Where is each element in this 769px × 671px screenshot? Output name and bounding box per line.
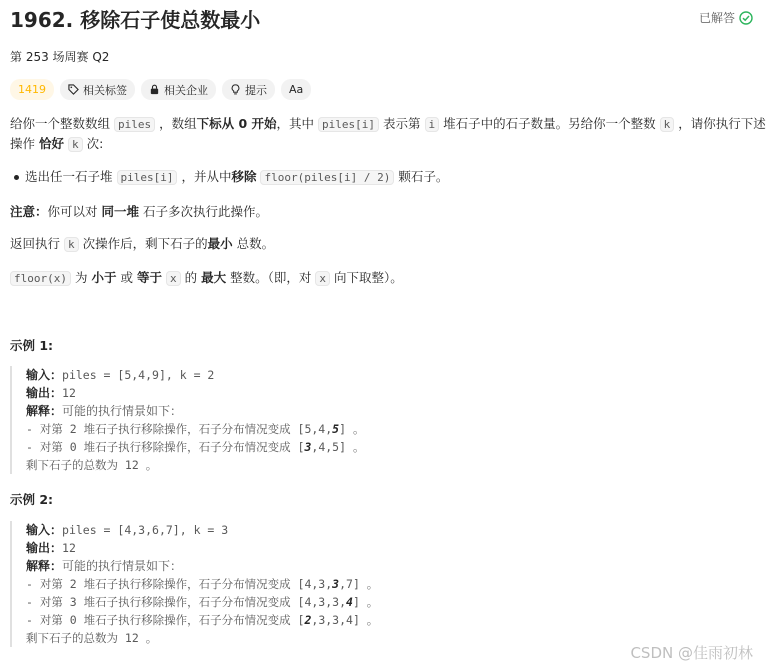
related-topics-button[interactable] [60,79,135,100]
bold-text: 恰好 [39,136,65,151]
bold-text: 同一堆 [101,204,140,219]
step-emphasis: 2 [304,613,312,627]
step-text: - 对第 2 堆石子执行移除操作，石子分布情况变成 [4,3, [26,577,333,591]
font-size-icon: Aa [289,83,304,96]
description-paragraph-1b [10,134,103,155]
step-emphasis: 3 [304,440,312,454]
step-text: - 对第 2 堆石子执行移除操作，石子分布情况变成 [5,4, [26,422,333,436]
step-text: ] 。 [352,595,379,609]
bullet-dot [14,175,19,180]
step-text: ,3,3,4] 。 [311,613,379,627]
hint-label: 提示 [245,83,267,97]
inline-code: k [68,137,83,152]
text: 总数。 [236,236,275,251]
floor-paragraph [10,268,403,289]
text: 次操作后，剩下石子的 [82,236,208,251]
text: 操作 [10,136,36,151]
step-emphasis: 4 [346,595,353,609]
inline-code: floor(x) [10,271,71,286]
inline-code: i [425,117,440,132]
explanation-label: 解释： [26,404,63,418]
text: 整数。（即，对 [230,270,312,285]
text: ，并从中 [181,169,232,184]
example-1-block [10,366,364,474]
inline-code: piles[i] [117,170,178,185]
related-topics-label: 相关标签 [83,83,127,97]
inline-code: x [166,271,181,286]
inline-code: floor(piles[i] / 2) [260,170,394,185]
inline-code: x [315,271,330,286]
text: 向下取整）。 [333,270,403,285]
step-text: - 对第 3 堆石子执行移除操作，石子分布情况变成 [4,3,3, [26,595,347,609]
text: ，请你执行下述 [678,116,766,131]
font-size-button[interactable] [281,79,311,100]
output-label: 输出： [26,541,63,555]
step-text: - 对第 0 堆石子执行移除操作，石子分布情况变成 [ [26,440,305,454]
step-text: ] 。 [339,422,365,436]
example-2-block [10,521,378,647]
example-output [26,539,378,557]
tag-bar [10,79,311,100]
hint-button[interactable] [222,79,275,100]
text: 堆石子中的石子数量。另给你一个整数 [443,116,656,131]
input-value: piles = [4,3,6,7], k = 3 [62,523,229,537]
text: 或 [120,270,133,285]
explanation-label: 解释： [26,559,63,573]
example-step [26,575,378,593]
example-step [26,438,364,456]
input-value: piles = [5,4,9], k = 2 [62,368,215,382]
example-2-heading: 示例 2: [10,492,54,507]
text: 石子多次执行此操作。 [143,204,269,219]
contest-label[interactable]: 第 253 场周赛 Q2 [10,50,110,64]
note-paragraph [10,202,268,222]
example-final: 剩下石子的总数为 12 。 [26,458,158,472]
input-label: 输入： [26,368,63,382]
bold-text: 注意： [10,204,48,219]
step-emphasis: 5 [332,422,340,436]
rating-badge [10,79,54,100]
watermark: CSDN @佳雨初林 [630,644,753,662]
example-input [26,366,364,384]
output-label: 输出： [26,386,63,400]
text: 颗石子。 [398,169,449,184]
text: ，其中 [276,116,315,131]
example-step [26,420,364,438]
check-circle-icon [739,11,753,25]
example-explanation [26,402,364,420]
problem-title: 1962. 移除石子使总数最小 [10,8,261,32]
text: 为 [74,270,88,285]
return-paragraph [10,234,274,255]
related-companies-button[interactable] [141,79,216,100]
lock-icon [149,84,160,95]
explanation-text: 可能的执行情景如下： [62,404,183,418]
example-step [26,593,378,611]
inline-code: piles[i] [318,117,379,132]
output-value: 12 [62,386,76,400]
example-final: 剩下石子的总数为 12 。 [26,631,158,645]
example-output [26,384,364,402]
bold-text: 下标从 0 开始 [196,116,277,131]
bold-text: 最大 [201,270,227,285]
related-companies-label: 相关企业 [164,83,208,97]
bold-text: 等于 [136,270,162,285]
explanation-text: 可能的执行情景如下： [62,559,183,573]
input-label: 输入： [26,523,63,537]
text: 次: [86,136,104,151]
solved-label: 已解答 [698,11,735,25]
example-step [26,611,378,629]
inline-code: k [660,117,675,132]
text: 的 [184,270,198,285]
bold-text: 最小 [207,236,233,251]
inline-code: k [64,237,79,252]
text: ，数组 [159,116,197,131]
tag-icon [68,84,79,95]
inline-code: piles [114,117,155,132]
text: 选出任一石子堆 [25,169,113,184]
step-text: ,7] 。 [339,577,379,591]
bold-text: 小于 [91,270,117,285]
step-text: ,4,5] 。 [311,440,365,454]
operation-bullet [14,167,448,188]
step-emphasis: 3 [332,577,340,591]
step-text: - 对第 0 堆石子执行移除操作，石子分布情况变成 [ [26,613,305,627]
example-explanation [26,557,378,575]
solved-status [699,9,753,26]
text: 表示第 [383,116,421,131]
example-input [26,521,378,539]
text: 你可以对 [47,204,98,219]
bold-text: 移除 [231,169,257,184]
text: 返回执行 [10,236,61,251]
text: 给你一个整数数组 [10,116,111,131]
rating-value: 1419 [18,83,46,96]
example-1-heading: 示例 1: [10,338,54,353]
lightbulb-icon [230,84,241,95]
output-value: 12 [62,541,76,555]
description-paragraph-1 [10,114,766,135]
